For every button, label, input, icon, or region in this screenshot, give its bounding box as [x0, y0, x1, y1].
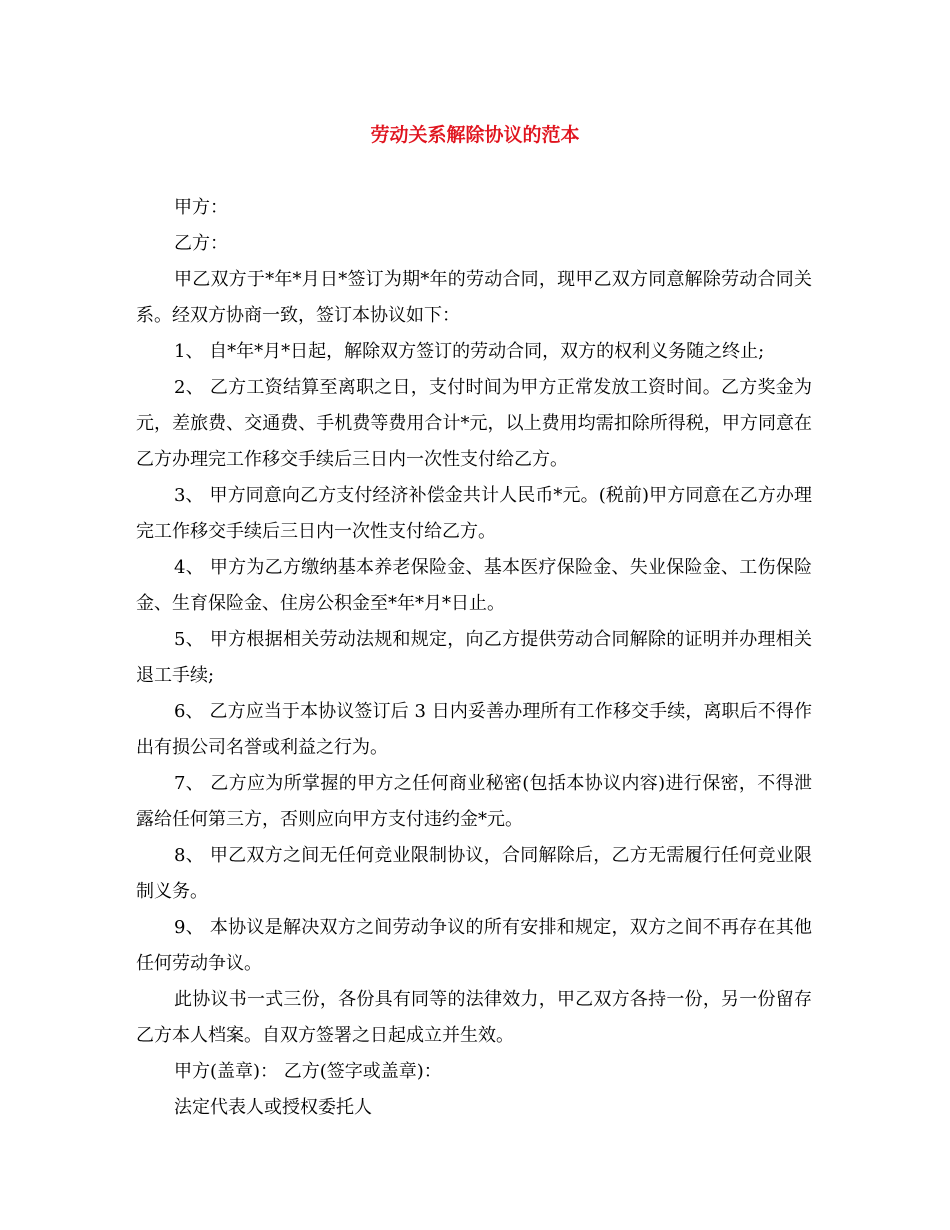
party-a-line: 甲方： — [174, 197, 228, 218]
clause-7: 7、 乙方应为所掌握的甲方之任何商业秘密(包括本协议内容)进行保密，不得泄露给任何第三方，否则应向甲方支付违约金*元。 — [136, 773, 812, 830]
preamble-paragraph: 甲乙双方于*年*月日*签订为期*年的劳动合同，现甲乙双方同意解除劳动合同关系。经双方协商一致，签订本协议如下： — [136, 269, 812, 326]
copies-paragraph: 此协议书一式三份，各份具有同等的法律效力，甲乙双方各持一份，另一份留存乙方本人档案。自双方签署之日起成立并生效。 — [136, 989, 812, 1046]
representative-line: 法定代表人或授权委托人 — [174, 1097, 372, 1118]
clause-6: 6、 乙方应当于本协议签订后 3 日内妥善办理所有工作移交手续，离职后不得作出有损公司名誉或利益之行为。 — [136, 701, 812, 758]
clause-2: 2、 乙方工资结算至离职之日，支付时间为甲方正常发放工资时间。乙方奖金为元，差旅费、交通费、手机费等费用合计*元，以上费用均需扣除所得税，甲方同意在乙方办理完工作移交手续后三日内一次性支付给乙方。 — [136, 377, 812, 470]
clause-4: 4、 甲方为乙方缴纳基本养老保险金、基本医疗保险金、失业保险金、工伤保险金、生育保险金、住房公积金至*年*月*日止。 — [136, 557, 812, 614]
signature-line: 甲方(盖章)： 乙方(签字或盖章)： — [174, 1061, 442, 1082]
document-body — [136, 190, 812, 1126]
clause-8: 8、 甲乙双方之间无任何竞业限制协议，合同解除后，乙方无需履行任何竞业限制义务。 — [136, 845, 812, 902]
clause-9: 9、 本协议是解决双方之间劳动争议的所有安排和规定，双方之间不再存在其他任何劳动争议。 — [136, 917, 812, 974]
party-b-line: 乙方： — [174, 233, 228, 254]
clause-1: 1、 自*年*月*日起，解除双方签订的劳动合同，双方的权利义务随之终止; — [174, 341, 765, 362]
clause-5: 5、 甲方根据相关劳动法规和规定，向乙方提供劳动合同解除的证明并办理相关退工手续; — [136, 629, 812, 686]
document-title: 劳动关系解除协议的范本 — [370, 124, 580, 146]
clause-3: 3、 甲方同意向乙方支付经济补偿金共计人民币*元。(税前)甲方同意在乙方办理完工作移交手续后三日内一次性支付给乙方。 — [136, 485, 812, 542]
